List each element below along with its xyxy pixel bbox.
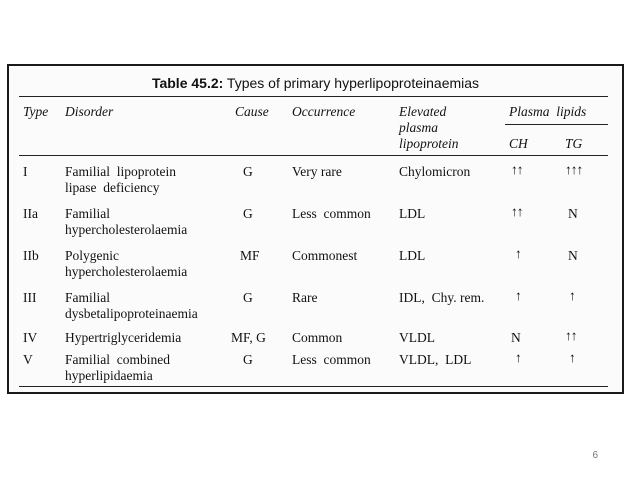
row-type: V (23, 352, 33, 367)
table-title (9, 75, 622, 91)
row-disorder-line1: Familial (65, 206, 110, 221)
row-cause: G (243, 352, 253, 367)
header-elevated-3: lipoprotein (399, 136, 459, 151)
table-bottom-rule (19, 386, 608, 387)
row-occurrence: Common (292, 330, 343, 345)
row-tg: ↑↑↑ (565, 162, 583, 177)
row-lipoprotein: VLDL (399, 330, 435, 345)
row-lipoprotein: Chylomicron (399, 164, 471, 179)
row-lipoprotein: IDL, Chy. rem. (399, 290, 485, 305)
table-title-text: Types of primary hyperlipoproteinaemias (226, 75, 480, 91)
header-disorder: Disorder (65, 104, 114, 119)
row-lipoprotein: LDL (399, 248, 426, 263)
table-title-prefix: Table 45.2: (151, 75, 224, 91)
row-disorder-line1: Familial combined (65, 352, 170, 367)
row-type: IIb (23, 248, 39, 263)
row-disorder-line1: Familial (65, 290, 110, 305)
row-ch: N (511, 330, 521, 345)
row-ch: ↑↑ (511, 162, 523, 177)
row-cause: G (243, 206, 253, 221)
header-type: Type (23, 104, 49, 119)
header-ch: CH (509, 136, 528, 151)
row-disorder-line2: hypercholesterolaemia (65, 222, 188, 237)
header-divider (19, 155, 608, 156)
row-disorder-line1: Familial lipoprotein (65, 164, 176, 179)
table-figure (7, 64, 624, 394)
header-occurrence: Occurrence (292, 104, 356, 119)
header-tg: TG (565, 136, 583, 151)
row-disorder-line1: Hypertriglyceridemia (65, 330, 182, 345)
row-tg: N (568, 248, 578, 263)
row-lipoprotein: LDL (399, 206, 426, 221)
row-type: III (23, 290, 37, 305)
row-cause: MF, G (231, 330, 266, 345)
row-disorder-line2: dysbetalipoproteinaemia (65, 306, 198, 321)
row-type: IV (23, 330, 38, 345)
row-ch: ↑ (515, 288, 521, 303)
row-cause: G (243, 290, 253, 305)
header-elevated-2: plasma (399, 120, 439, 135)
row-tg: ↑ (569, 350, 575, 365)
row-occurrence: Less common (292, 206, 371, 221)
row-occurrence: Commonest (292, 248, 358, 263)
row-occurrence: Less common (292, 352, 371, 367)
title-divider (19, 96, 608, 97)
header-elevated-1: Elevated (399, 104, 447, 119)
row-type: I (23, 164, 28, 179)
row-disorder-line2: lipase deficiency (65, 180, 160, 195)
row-occurrence: Very rare (292, 164, 342, 179)
row-disorder-line2: hypercholesterolaemia (65, 264, 188, 279)
row-ch: ↑ (515, 350, 521, 365)
row-ch: ↑↑ (511, 204, 523, 219)
row-cause: MF (240, 248, 260, 263)
row-lipoprotein: VLDL, LDL (399, 352, 472, 367)
row-disorder-line1: Polygenic (65, 248, 119, 263)
header-cause: Cause (235, 104, 269, 119)
header-plasma-lipids: Plasma lipids (509, 104, 587, 119)
row-type: IIa (23, 206, 38, 221)
row-occurrence: Rare (292, 290, 318, 305)
plasma-lipids-divider (505, 124, 608, 125)
row-ch: ↑ (515, 246, 521, 261)
row-tg: N (568, 206, 578, 221)
row-tg: ↑ (569, 288, 575, 303)
page-number: 6 (592, 450, 598, 461)
row-tg: ↑↑ (565, 328, 577, 343)
row-disorder-line2: hyperlipidaemia (65, 368, 153, 383)
row-cause: G (243, 164, 253, 179)
